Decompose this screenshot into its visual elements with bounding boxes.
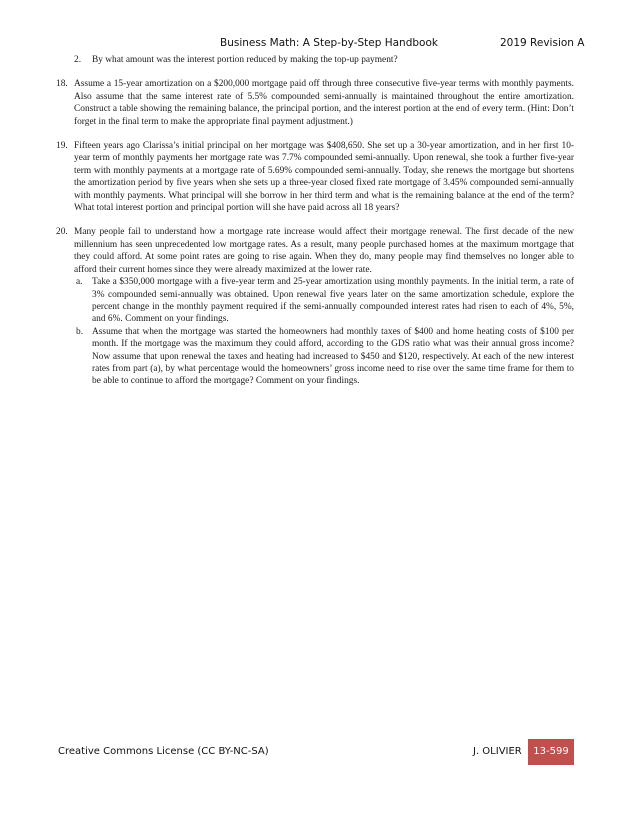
part-letter: a. bbox=[76, 277, 83, 288]
revision-label: 2019 Revision A bbox=[500, 37, 585, 49]
license-text: Creative Commons License (CC BY-NC-SA) bbox=[58, 746, 269, 757]
question-number: 2. bbox=[74, 55, 82, 65]
page-header bbox=[0, 37, 630, 53]
part-letter: b. bbox=[76, 326, 84, 337]
problem-number: 19. bbox=[56, 141, 68, 152]
question-text: By what amount was the interest portion reduced by making the top-up payment? bbox=[92, 55, 398, 65]
carryover-question bbox=[58, 54, 574, 66]
problem-20-part-a bbox=[58, 276, 574, 326]
problem-number: 20. bbox=[56, 227, 68, 238]
part-text: Take a $350,000 mortgage with a five-year term and 25-year amortization using monthly payments. In the initial term, a rate of 3% compounded semi-annually was obtained. Upon renewal five years later on the same amortization schedule, explore the percent change in the monthly payment required if the semi-annually compounded interest rates had risen to each of 4%, 5%, and 6%. Comment on your findings. bbox=[92, 277, 574, 325]
author-name: J. OLIVIER bbox=[473, 746, 522, 757]
problem-text: Many people fail to understand how a mortgage rate increase would affect their mortgage renewal. The first decade of the new millennium has seen unprecedented low mortgage rates. As a result, many people purchased homes at the maximum mortgage that they could afford. At some point rates are going to rise again. When they do, many people may find themselves no longer able to afford their current homes since they were already maximized at the lower rate. bbox=[74, 227, 574, 275]
book-title: Business Math: A Step-by-Step Handbook bbox=[220, 37, 438, 49]
problem-number: 18. bbox=[56, 79, 68, 90]
page-number-badge: 13-599 bbox=[528, 739, 574, 765]
part-text: Assume that when the mortgage was started the homeowners had monthly taxes of $400 and home heating costs of $100 per month. If the mortgage was the maximum they could afford, according to the GDS ratio what was their annual gross income? Now assume that upon renewal the taxes and heating had increased to $450 and $120, respectively. At each of the new interest rates from part (a), by what percentage would the homeowners’ gross income need to rise over the same time frame for them to be able to continue to afford the mortgage? Comment on your findings. bbox=[92, 326, 574, 387]
problem-text: Fifteen years ago Clarissa’s initial principal on her mortgage was $408,650. She set up a 30-year amortization, and in her first 10-year term of monthly payments her mortgage rate was 7.7% compounded semi-annually. Upon renewal, she took a further five-year term with monthly payments at a mortgage rate of 5.69% compounded semi-annually. Today, she renews the mortgage but shortens the amortization period by five years when she sets up a three-year closed fixed rate mortgage of 3.45% compounded semi-annually with monthly payments. What principal will she borrow in her third term and what is the remaining balance at the end of the term? What total interest portion and principal portion will she have paid across all 18 years? bbox=[74, 141, 574, 214]
problem-19 bbox=[58, 140, 574, 214]
page-content bbox=[58, 54, 574, 400]
problem-18 bbox=[58, 78, 574, 128]
problem-20-part-b bbox=[58, 326, 574, 388]
page-footer bbox=[0, 739, 630, 765]
problem-20 bbox=[58, 226, 574, 387]
problem-text: Assume a 15-year amortization on a $200,000 mortgage paid off through three consecutive five-year terms with monthly payments. Also assume that the same interest rate of 5.5% compounded semi-annually is maintained throughout the entire amortization. Construct a table showing the remaining balance, the principal portion, and the interest portion at the end of every term. (Hint: Don’t forget in the final term to make the appropriate final payment adjustment.) bbox=[74, 79, 574, 127]
